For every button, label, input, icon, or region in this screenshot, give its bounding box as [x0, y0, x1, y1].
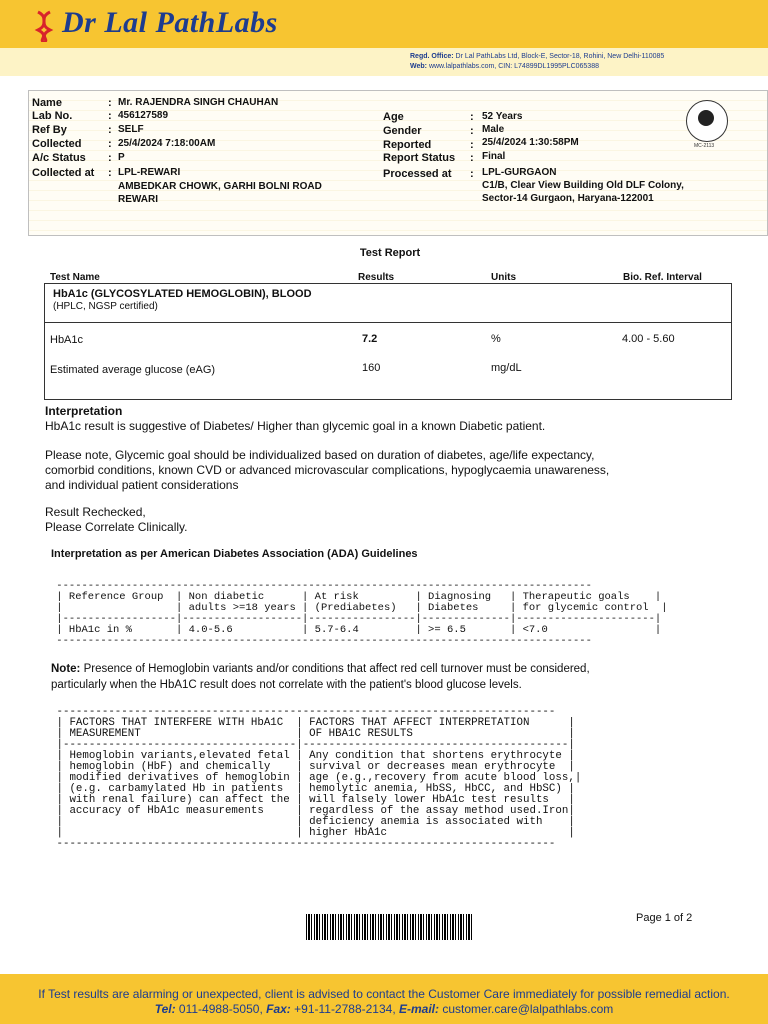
colon: :: [470, 111, 474, 123]
gender-value: Male: [482, 124, 505, 135]
ref-by-label: Ref By: [32, 124, 67, 136]
colon: :: [470, 125, 474, 137]
collected-value: 25/4/2024 7:18:00AM: [118, 138, 216, 149]
collected-at-city: REWARI: [118, 194, 158, 205]
report-status-value: Final: [482, 151, 506, 162]
colon: :: [108, 124, 112, 136]
hba1c-unit: %: [491, 333, 501, 345]
hba1c-range: 4.00 - 5.60: [622, 333, 675, 345]
col-units: Units: [491, 272, 516, 283]
colon: :: [108, 167, 112, 179]
processed-at-value: LPL-GURGAON: [482, 167, 557, 178]
star-emblem-icon: [698, 110, 714, 126]
ac-status-label: A/c Status: [32, 152, 86, 164]
email-link[interactable]: customer.care@lalpathlabs.com: [439, 1002, 614, 1016]
note-line1: Presence of Hemoglobin variants and/or conditions that affect red cell turnover must be considered,: [80, 663, 590, 675]
ada-table: ------------------------------------------------------------------------------------- | Reference Group | Non diabetic | At risk | Diagnosing | Therapeutic goals | | | adults >=18 years | (Prediabetes) | Diabetes | for glycemic control | |------------------|-------------------|-----------------|--------------|----------------------| | HbA1c in % | 4.0-5.6 | 5.7-6.4 | >= 6.5 | <7.0 | -------------------------------------------------------------------------------------: [56, 580, 668, 647]
lab-no-value: 456127589: [118, 110, 169, 121]
ac-status-value: P: [118, 152, 125, 163]
brand-name: Dr Lal PathLabs: [62, 6, 278, 39]
note-label: Note:: [51, 663, 81, 675]
processed-at-address: C1/B, Clear View Building Old DLF Colony,: [482, 180, 684, 191]
fax-label: Fax:: [266, 1002, 291, 1016]
eag-result: 160: [362, 362, 381, 374]
footer-contact: [0, 1002, 768, 1016]
gender-label: Gender: [383, 125, 422, 137]
report-title: Test Report: [359, 247, 421, 259]
regd-label: Regd. Office:: [410, 53, 454, 60]
page-number: Page 1 of 2: [636, 912, 693, 924]
collected-at-address: AMBEDKAR CHOWK, GARHI BOLNI ROAD: [118, 181, 322, 192]
result-rechecked: Result Rechecked,: [45, 505, 146, 519]
note-line-3: and individual patient considerations: [45, 478, 239, 492]
colon: :: [470, 139, 474, 151]
age-value: 52 Years: [482, 111, 523, 122]
colon: :: [108, 138, 112, 150]
registered-office: [410, 53, 664, 60]
results-divider: [44, 322, 732, 323]
test-title: HbA1c (GLYCOSYLATED HEMOGLOBIN), BLOOD: [53, 288, 312, 300]
hba1c-name: HbA1c: [50, 334, 84, 346]
processed-at-label: Processed at: [383, 168, 452, 180]
factors-table: ----------------------------------------------------------------------------- | FACTORS THAT INTERFERE WITH HbA1C | FACTORS THAT AFFECT INTERPRETATION | | MEASUREMENT | OF HBA1C RESULTS | |------------------------------------|-----------------------------------------| | Hemoglobin variants,elevated fetal | Any condition that shortens erythrocyte | | hemoglobin (HbF) and chemically | survival or decreases mean erythrocyte | | modified derivatives of hemoglobin | age (e.g.,recovery from acute blood loss,| | (e.g. carbamylated Hb in patients | hemolytic anemia, HbSS, HbCC, and HbSC) | | with renal failure) can affect the | will falsely lower HbA1c test results | | accuracy of HbA1c measurements | regardless of the assay method used.Iron| | | deficiency anemia is associated with | | | higher HbA1c | -----------------------------------------------------------------------------: [56, 706, 582, 850]
interpretation-heading: Interpretation: [45, 404, 123, 418]
eag-name: Estimated average glucose (eAG): [50, 364, 216, 376]
ada-heading: Interpretation as per American Diabetes Association (ADA) Guidelines: [51, 548, 418, 560]
interpretation-text: HbA1c result is suggestive of Diabetes/ Higher than glycemic goal in a known Diabetic patient.: [45, 419, 546, 433]
colon: :: [108, 97, 112, 109]
col-test-name: Test Name: [50, 272, 100, 283]
note-line2: particularly when the HbA1C result does not correlate with the patient's blood glucose levels.: [51, 679, 522, 691]
collected-label: Collected: [32, 138, 82, 150]
colon: :: [108, 152, 112, 164]
test-subtitle: (HPLC, NGSP certified): [53, 301, 158, 312]
footer-advice: If Test results are alarming or unexpected, client is advised to contact the Customer Care immediately for possible remedial action.: [38, 987, 730, 1001]
tel-value: 011-4988-5050,: [175, 1002, 267, 1016]
fax-value: +91-11-2788-2134,: [290, 1002, 399, 1016]
barcode: [306, 914, 472, 940]
web-text: www.lalpathlabs.com, CIN: L74899DL1995PLC065388: [428, 63, 599, 70]
dna-logo-icon: [34, 10, 54, 42]
note-line-1: Please note, Glycemic goal should be individualized based on duration of diabetes, age/life expectancy,: [45, 448, 595, 462]
hb-variants-note: [51, 663, 590, 675]
age-label: Age: [383, 111, 404, 123]
collected-at-label: Collected at: [32, 167, 95, 179]
colon: :: [108, 110, 112, 122]
tel-label: Tel:: [154, 1002, 176, 1016]
processed-at-city: Sector-14 Gurgaon, Haryana-122001: [482, 193, 654, 204]
website-line: [410, 63, 599, 70]
name-label: Name: [32, 97, 62, 109]
ref-by-value: SELF: [118, 124, 144, 135]
lab-no-label: Lab No.: [32, 110, 73, 122]
reported-value: 25/4/2024 1:30:58PM: [482, 137, 579, 148]
email-label: E-mail:: [399, 1002, 440, 1016]
report-status-label: Report Status: [383, 152, 456, 164]
hba1c-result: 7.2: [362, 333, 378, 345]
colon: :: [470, 168, 474, 180]
colon: :: [470, 152, 474, 164]
nabl-code: MC-2113: [694, 143, 715, 149]
correlate-clinically: Please Correlate Clinically.: [45, 520, 188, 534]
eag-unit: mg/dL: [491, 362, 522, 374]
reported-label: Reported: [383, 139, 432, 151]
name-value: Mr. RAJENDRA SINGH CHAUHAN: [118, 97, 279, 108]
col-bio-ref: Bio. Ref. Interval: [623, 272, 702, 283]
web-label: Web:: [410, 63, 427, 70]
note-line-2: comorbid conditions, known CVD or advanced microvascular complications, hypoglycaemia unawareness,: [45, 463, 610, 477]
regd-text: Dr Lal PathLabs Ltd, Block-E, Sector-18, Rohini, New Delhi-110085: [455, 53, 665, 60]
collected-at-value: LPL-REWARI: [118, 167, 181, 178]
col-results: Results: [358, 272, 395, 283]
